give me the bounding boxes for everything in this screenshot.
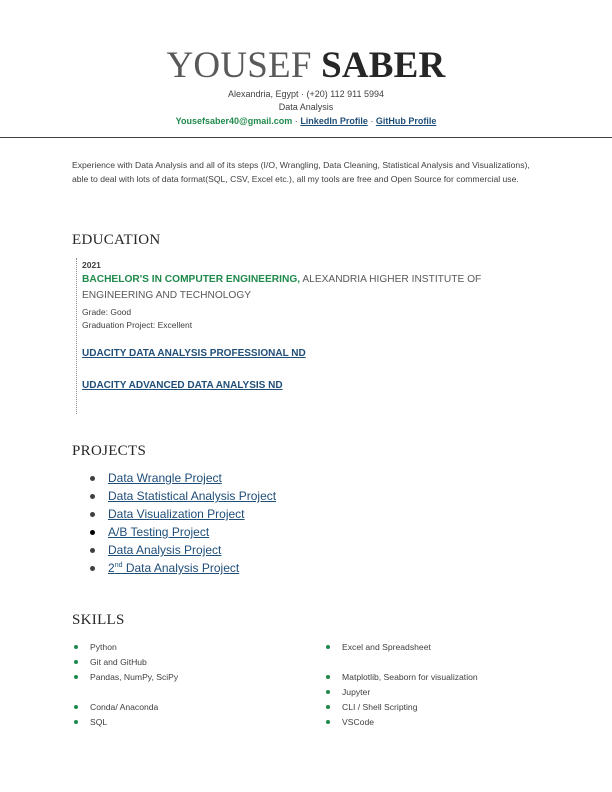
- ordinal-suffix: nd: [114, 562, 123, 569]
- bullet-icon: [90, 476, 95, 481]
- projects-heading: PROJECTS: [72, 443, 147, 459]
- bullet-icon: [74, 645, 78, 649]
- first-name: YOUSEF: [166, 45, 312, 86]
- skill-item: Python: [90, 641, 117, 653]
- education-timeline-line: [76, 258, 77, 414]
- linkedin-link[interactable]: LinkedIn Profile: [300, 116, 368, 126]
- project-link[interactable]: Data Analysis Project: [108, 543, 222, 557]
- list-item: [88, 523, 276, 541]
- graduation-project: Graduation Project: Excellent: [82, 320, 193, 330]
- skill-item: SQL: [90, 716, 107, 728]
- skill-item: Conda/ Anaconda: [90, 701, 158, 713]
- bullet-icon: [326, 720, 330, 724]
- course-link[interactable]: UDACITY DATA ANALYSIS PROFESSIONAL ND: [82, 348, 306, 359]
- separator: ·: [370, 116, 374, 126]
- education-heading: EDUCATION: [72, 232, 161, 248]
- bullet-icon: [326, 645, 330, 649]
- email-link[interactable]: Yousefsaber40@gmail.com: [175, 116, 293, 126]
- project-link[interactable]: Data Wrangle Project: [108, 471, 222, 485]
- skill-item: Excel and Spreadsheet: [342, 641, 431, 653]
- header-divider: [0, 137, 612, 138]
- project-link[interactable]: A/B Testing Project: [108, 525, 210, 539]
- list-item: [88, 541, 276, 559]
- education-grade: Grade: Good: [82, 307, 132, 317]
- list-item: [88, 487, 276, 505]
- github-link[interactable]: GitHub Profile: [375, 116, 437, 126]
- skill-item: Git and GitHub: [90, 656, 147, 668]
- project-link[interactable]: Data Statistical Analysis Project: [108, 489, 277, 503]
- list-item: [88, 559, 276, 577]
- skill-item: Matplotlib, Seaborn for visualization: [342, 671, 478, 683]
- bullet-icon: [74, 705, 78, 709]
- summary-text: Experience with Data Analysis and all of its steps (I/O, Wrangling, Data Cleaning, Statistical Analysis and Visualizations), able to deal with lots of data format(SQL, CSV, Excel etc.), all my tools are free and Open Source for commercial use.: [72, 160, 530, 184]
- address-phone: Alexandria, Egypt · (+20) 112 911 5994: [227, 89, 385, 99]
- bullet-icon: [90, 548, 95, 553]
- project-link[interactable]: Data Visualization Project: [108, 507, 245, 521]
- bullet-icon: [90, 494, 95, 499]
- candidate-name: [0, 44, 612, 88]
- bullet-icon: [326, 690, 330, 694]
- project-title: Data Analysis Project: [122, 561, 240, 575]
- bullet-icon: [326, 675, 330, 679]
- ordinal-number: 2: [108, 561, 115, 575]
- bullet-icon: [326, 705, 330, 709]
- bullet-icon: [74, 720, 78, 724]
- list-item: [88, 469, 276, 487]
- bullet-icon: [90, 530, 95, 535]
- skills-heading: SKILLS: [72, 612, 125, 628]
- education-year: 2021: [82, 260, 101, 270]
- skill-item: CLI / Shell Scripting: [342, 701, 417, 713]
- course-link[interactable]: UDACITY ADVANCED DATA ANALYSIS ND: [82, 380, 283, 391]
- degree-name: BACHELOR'S IN COMPUTER ENGINEERING,: [82, 274, 301, 285]
- skill-item: VSCode: [342, 716, 374, 728]
- bullet-icon: [90, 566, 95, 571]
- last-name: SABER: [321, 45, 446, 86]
- list-item: [88, 505, 276, 523]
- education-degree: [82, 272, 522, 304]
- bullet-icon: [74, 660, 78, 664]
- project-link[interactable]: [108, 561, 239, 575]
- contact-links: [0, 115, 612, 127]
- projects-list: [88, 469, 276, 577]
- bullet-icon: [74, 675, 78, 679]
- job-title: Data Analysis: [278, 102, 334, 112]
- institution-name: ALEXANDRIA HIGHER INSTITUTE OF ENGINEERING AND TECHNOLOGY: [82, 274, 482, 301]
- skill-item: Pandas, NumPy, SciPy: [90, 671, 178, 683]
- skill-item: Jupyter: [342, 686, 370, 698]
- separator: ·: [294, 116, 298, 126]
- bullet-icon: [90, 512, 95, 517]
